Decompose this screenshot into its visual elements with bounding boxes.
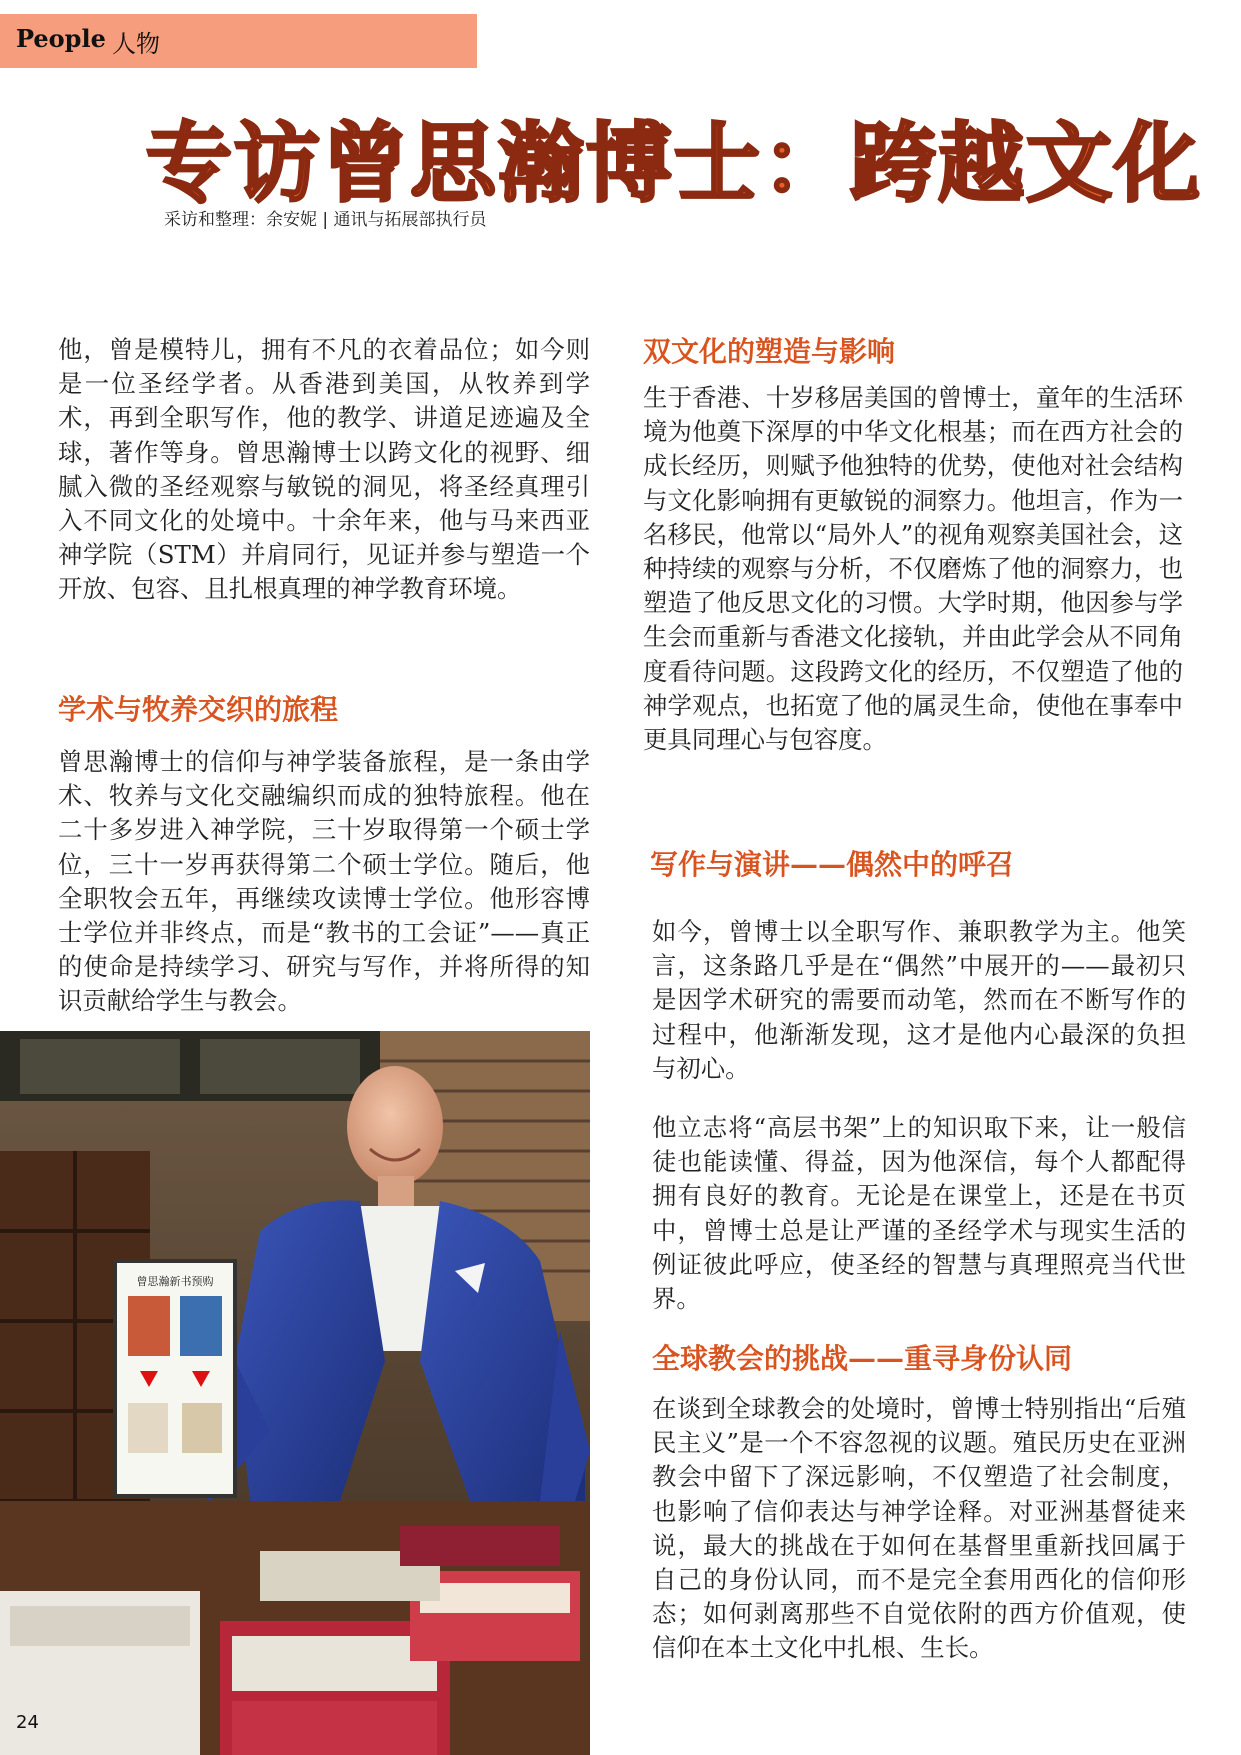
article-title: 专访曾思瀚博士：跨越文化 <box>146 113 1202 214</box>
writing-column-2 <box>652 1111 1186 1316</box>
section-heading-global-church: 全球教会的挑战——重寻身份认同 <box>652 1342 1073 1375</box>
global-church-paragraph: 在谈到全球教会的处境时，曾博士特别指出“后殖民主义”是一个不容忽视的议题。殖民历史在亚洲教会中留下了深远影响，不仅塑造了社会制度，也影响了信仰表达与神学诠释。对亚洲基督徒来说，最大的挑战在于如何在基督里重新找回属于自己的身份认同，而不是完全套用西化的信仰形态；如何剥离那些不自觉依附的西方价值观，使信仰在本土文化中扎根、生长。 <box>652 1394 1186 1663</box>
section-tag <box>0 14 477 68</box>
section-heading-academic-journey: 学术与牧养交织的旅程 <box>58 693 339 726</box>
portrait-photo <box>0 1031 590 1755</box>
page-number: 24 <box>16 1712 39 1733</box>
global-church-column <box>652 1392 1186 1666</box>
section-heading-bicultural: 双文化的塑造与影响 <box>643 335 896 368</box>
section-label-zh: 人物 <box>112 30 160 58</box>
byline: 采访和整理：余安妮 | 通讯与拓展部执行员 <box>164 210 487 230</box>
bicultural-column <box>643 381 1183 757</box>
bicultural-paragraph: 生于香港、十岁移居美国的曾博士，童年的生活环境为他奠下深厚的中华文化根基；而在西方社会的成长经历，则赋予他独特的优势，使他对社会结构与文化影响拥有更敏锐的洞察力。他坦言，作为一名移民，他常以“局外人”的视角观察美国社会，这种持续的观察与分析，不仅磨炼了他的洞察力，也塑造了他反思文化的习惯。大学时期，他因参与学生会而重新与香港文化接轨，并由此学会从不同角度看待问题。这段跨文化的经历，不仅塑造了他的神学观点，也拓宽了他的属灵生命，使他在事奉中更具同理心与包容度。 <box>643 383 1183 755</box>
writing-paragraph-2: 他立志将“高层书架”上的知识取下来，让一般信徒也能读懂、得益，因为他深信，每个人都配得拥有良好的教育。无论是在课堂上，还是在书页中，曾博士总是让严谨的圣经学术与现实生活的例证彼此呼应，使圣经的智慧与真理照亮当代世界。 <box>652 1113 1186 1314</box>
intro-column <box>58 333 590 607</box>
academic-journey-paragraph: 曾思瀚博士的信仰与神学装备旅程，是一条由学术、牧养与文化交融编织而成的独特旅程。他在二十多岁进入神学院，三十岁取得第一个硕士学位，三十一岁再获得第二个硕士学位。随后，他全职牧会五年，再继续攻读博士学位。他形容博士学位并非终点，而是“教书的工会证”——真正的使命是持续学习、研究与写作，并将所得的知识贡献给学生与教会。 <box>58 747 590 1016</box>
poster-title: 曾思瀚新书预购 <box>136 1275 214 1288</box>
intro-paragraph: 他，曾是模特儿，拥有不凡的衣着品位；如今则是一位圣经学者。从香港到美国，从牧养到学术，再到全职写作，他的教学、讲道足迹遍及全球，著作等身。曾思瀚博士以跨文化的视野、细腻入微的圣经观察与敏锐的洞见，将圣经真理引入不同文化的处境中。十余年来，他与马来西亚神学院（STM）并肩同行，见证并参与塑造一个开放、包容、且扎根真理的神学教育环境。 <box>58 335 590 604</box>
academic-journey-column <box>58 745 590 1019</box>
section-heading-writing: 写作与演讲——偶然中的呼召 <box>650 848 1015 881</box>
writing-paragraph-1: 如今，曾博士以全职写作、兼职教学为主。他笑言，这条路几乎是在“偶然”中展开的——最初只是因学术研究的需要而动笔，然而在不断写作的过程中，他渐渐发现，这才是他内心最深的负担与初心。 <box>652 917 1186 1083</box>
section-label-en: People <box>16 24 106 53</box>
writing-column-1 <box>652 915 1186 1086</box>
